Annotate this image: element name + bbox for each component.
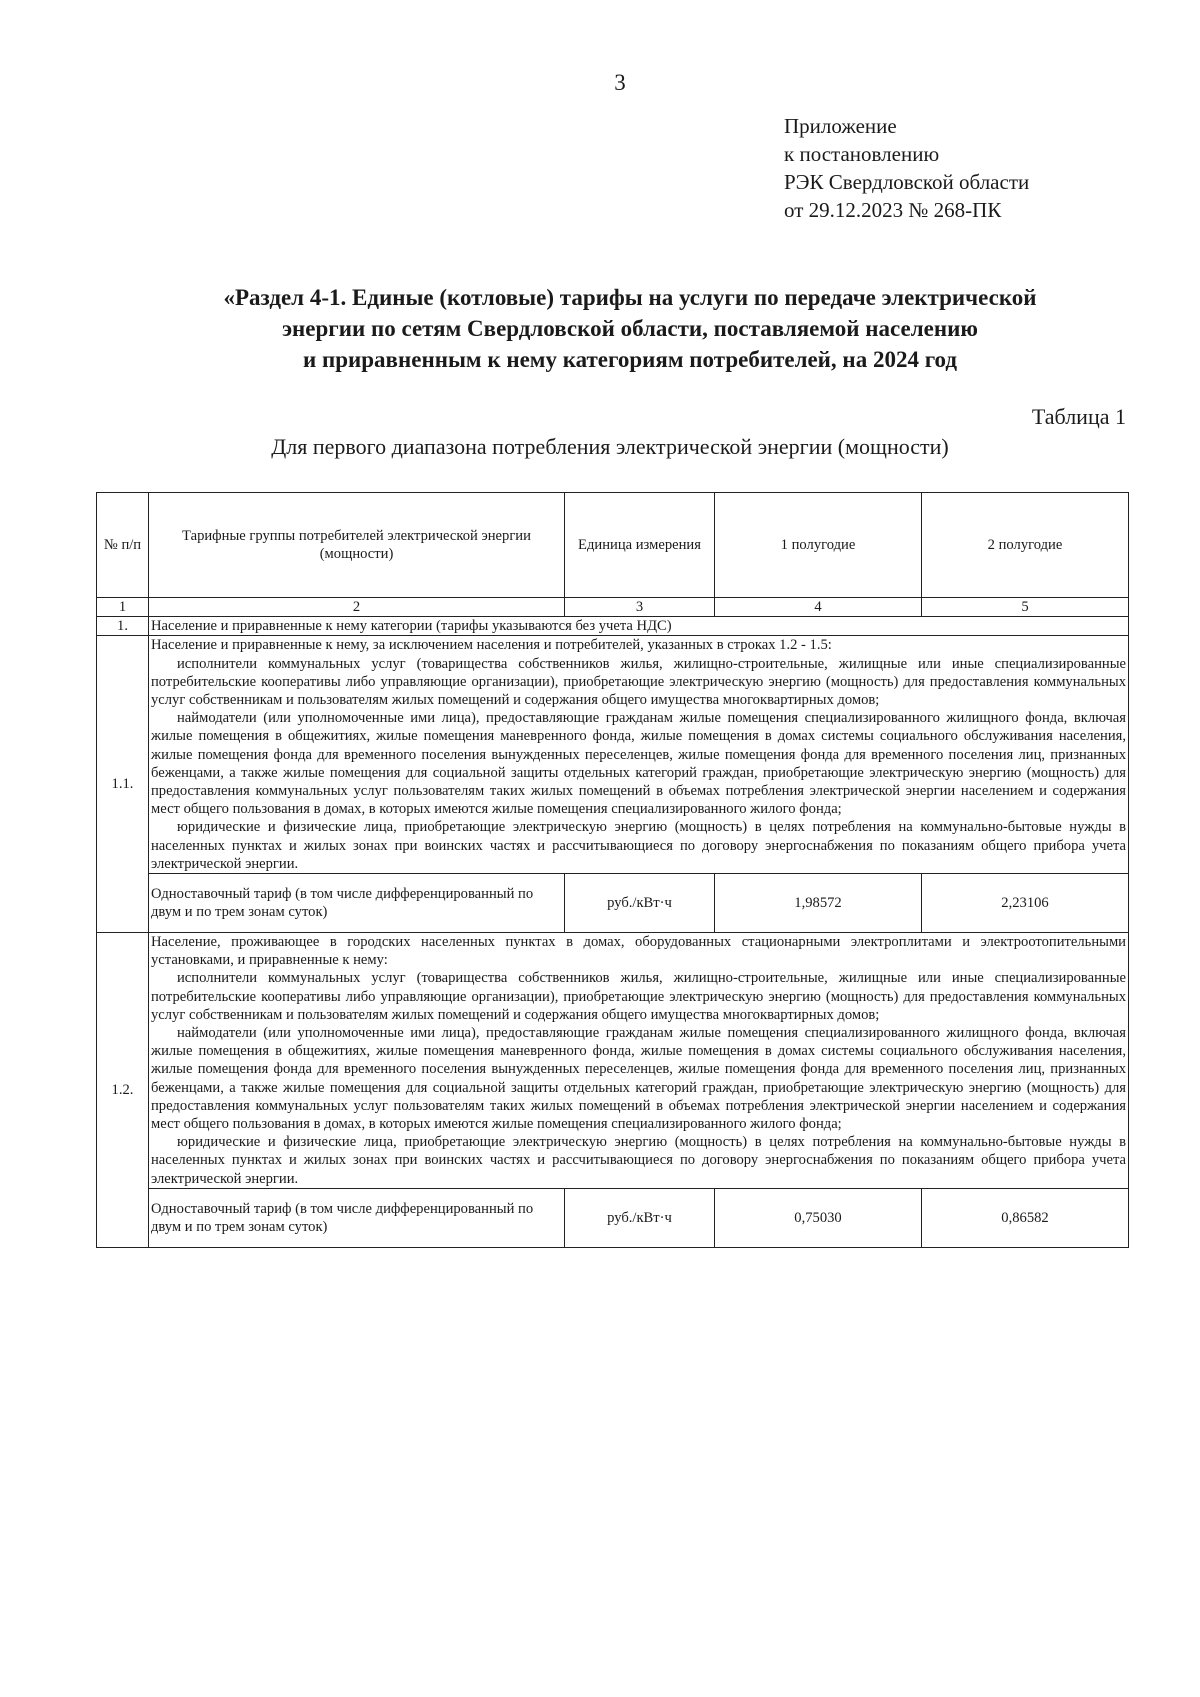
description-paragraph: юридические и физические лица, приобретающие электрическую энергию (мощность) в целях потребления на коммунально-бытовые нужды в населенных пунктах и жилых зонах при воинских частях и рассчитывающиеся по договору энергоснабжения по показаниям общего прибора учета электрической энергии. xyxy=(151,1134,1126,1187)
column-index-row xyxy=(97,598,1129,617)
row-num: 1. xyxy=(97,617,149,636)
appendix-block xyxy=(784,112,1029,224)
section-title-line: «Раздел 4-1. Единые (котловые) тарифы на услуги по передаче электрической xyxy=(223,285,1037,310)
row-description xyxy=(149,933,1129,1189)
rate-h2-value: 2,23106 xyxy=(922,874,1129,933)
table-header-row xyxy=(97,493,1129,598)
table-row xyxy=(97,636,1129,874)
table-row xyxy=(97,1188,1129,1247)
section-title xyxy=(130,282,1130,375)
column-index: 2 xyxy=(149,598,565,617)
column-index: 1 xyxy=(97,598,149,617)
rate-h1-value: 1,98572 xyxy=(715,874,922,933)
row-description xyxy=(149,636,1129,874)
description-paragraph: исполнители коммунальных услуг (товарищества собственников жилья, жилищно-строительные, жилищные или иные специализированные потребительские кооперативы либо управляющие организации), приобретающие электрическую энергию (мощность) для предоставления коммунальных услуг собственникам и пользователям жилых помещений и содержания общего имущества многоквартирных домов; xyxy=(151,655,1126,709)
rate-unit: руб./кВт·ч xyxy=(565,1188,715,1247)
tariff-table xyxy=(96,492,1129,1248)
section-title-line: и приравненным к нему категориям потребителей, на 2024 год xyxy=(302,347,958,372)
row-num: 1.2. xyxy=(97,933,149,1248)
appendix-line: РЭК Свердловской области xyxy=(784,170,1030,194)
column-index: 3 xyxy=(565,598,715,617)
row-category-text: Население и приравненные к нему категории (тарифы указываются без учета НДС) xyxy=(149,617,1129,636)
description-paragraph: исполнители коммунальных услуг (товарищества собственников жилья, жилищно-строительные, жилищные или иные специализированные потребительские кооперативы либо управляющие организации), приобретающие электрическую энергию (мощность) для предоставления коммунальных услуг собственникам и пользователям жилых помещений и содержания общего имущества многоквартирных домов; xyxy=(151,970,1126,1023)
page-number: 3 xyxy=(614,70,626,95)
description-paragraph: юридические и физические лица, приобретающие электрическую энергию (мощность) в целях потребления на коммунально-бытовые нужды в населенных пунктах и жилых зонах при воинских частях и рассчитывающиеся по договору энергоснабжения по показаниям общего прибора учета электрической энергии. xyxy=(151,819,1126,872)
header-num: № п/п xyxy=(97,493,149,598)
header-h2: 2 полугодие xyxy=(922,493,1129,598)
column-index: 4 xyxy=(715,598,922,617)
table-row xyxy=(97,933,1129,1189)
row-num: 1.1. xyxy=(97,636,149,933)
description-paragraph: наймодатели (или уполномоченные ими лица), предоставляющие гражданам жилые помещения специализированного жилищного фонда, включая жилые помещения в общежитиях, жилые помещения маневренного фонда, жилые помещения в домах системы социального обслуживания населения, жилые помещения фонда для временного поселения вынужденных переселенцев, жилые помещения фонда для временного поселения лиц, признанных беженцами, а также жилые помещения для социальной защиты отдельных категорий граждан, приобретающие электрическую энергию (мощность) для предоставления коммунальных услуг пользователям таких жилых помещений в объемах потребления электрической энергии населением и содержания мест общего пользования в домах, в которых имеются жилые помещения специализированного жилого фонда; xyxy=(151,1025,1126,1133)
header-unit: Единица измерения xyxy=(565,493,715,598)
description-intro: Население и приравненные к нему, за исключением населения и потребителей, указанных в строках 1.2 - 1.5: xyxy=(151,637,832,654)
table-row xyxy=(97,617,1129,636)
description-paragraph: наймодатели (или уполномоченные ими лица), предоставляющие гражданам жилые помещения специализированного жилищного фонда, включая жилые помещения в общежитиях, жилые помещения маневренного фонда, жилые помещения в домах системы социального обслуживания населения, жилые помещения фонда для временного поселения вынужденных переселенцев, жилые помещения фонда для временного поселения лиц, признанных беженцами, а также жилые помещения для социальной защиты отдельных категорий граждан, приобретающие электрическую энергию (мощность) для предоставления коммунальных услуг пользователям таких жилых помещений в объемах потребления электрической энергии населением и содержания мест общего пользования в домах, в которых имеются жилые помещения специализированного жилого фонда; xyxy=(151,710,1126,818)
rate-h2-value: 0,86582 xyxy=(922,1188,1129,1247)
table-subtitle: Для первого диапазона потребления электрической энергии (мощности) xyxy=(271,434,949,459)
table-row xyxy=(97,874,1129,933)
description-intro: Население, проживающее в городских населенных пунктах в домах, оборудованных стационарными электроплитами и электроотопительными установками, и приравненные к нему: xyxy=(151,934,1126,969)
header-h1: 1 полугодие xyxy=(715,493,922,598)
table-label: Таблица 1 xyxy=(1031,404,1126,429)
section-title-line: энергии по сетям Свердловской области, поставляемой населению xyxy=(282,316,978,341)
appendix-line: Приложение xyxy=(784,114,897,138)
rate-h1-value: 0,75030 xyxy=(715,1188,922,1247)
column-index: 5 xyxy=(922,598,1129,617)
rate-label: Одноставочный тариф (в том числе дифференцированный по двум и по трем зонам суток) xyxy=(149,874,565,933)
appendix-line: к постановлению xyxy=(784,142,940,166)
rate-unit: руб./кВт·ч xyxy=(565,874,715,933)
appendix-line: от 29.12.2023 № 268-ПК xyxy=(784,198,1002,222)
header-group: Тарифные группы потребителей электрической энергии (мощности) xyxy=(149,493,565,598)
rate-label: Одноставочный тариф (в том числе дифференцированный по двум и по трем зонам суток) xyxy=(149,1188,565,1247)
